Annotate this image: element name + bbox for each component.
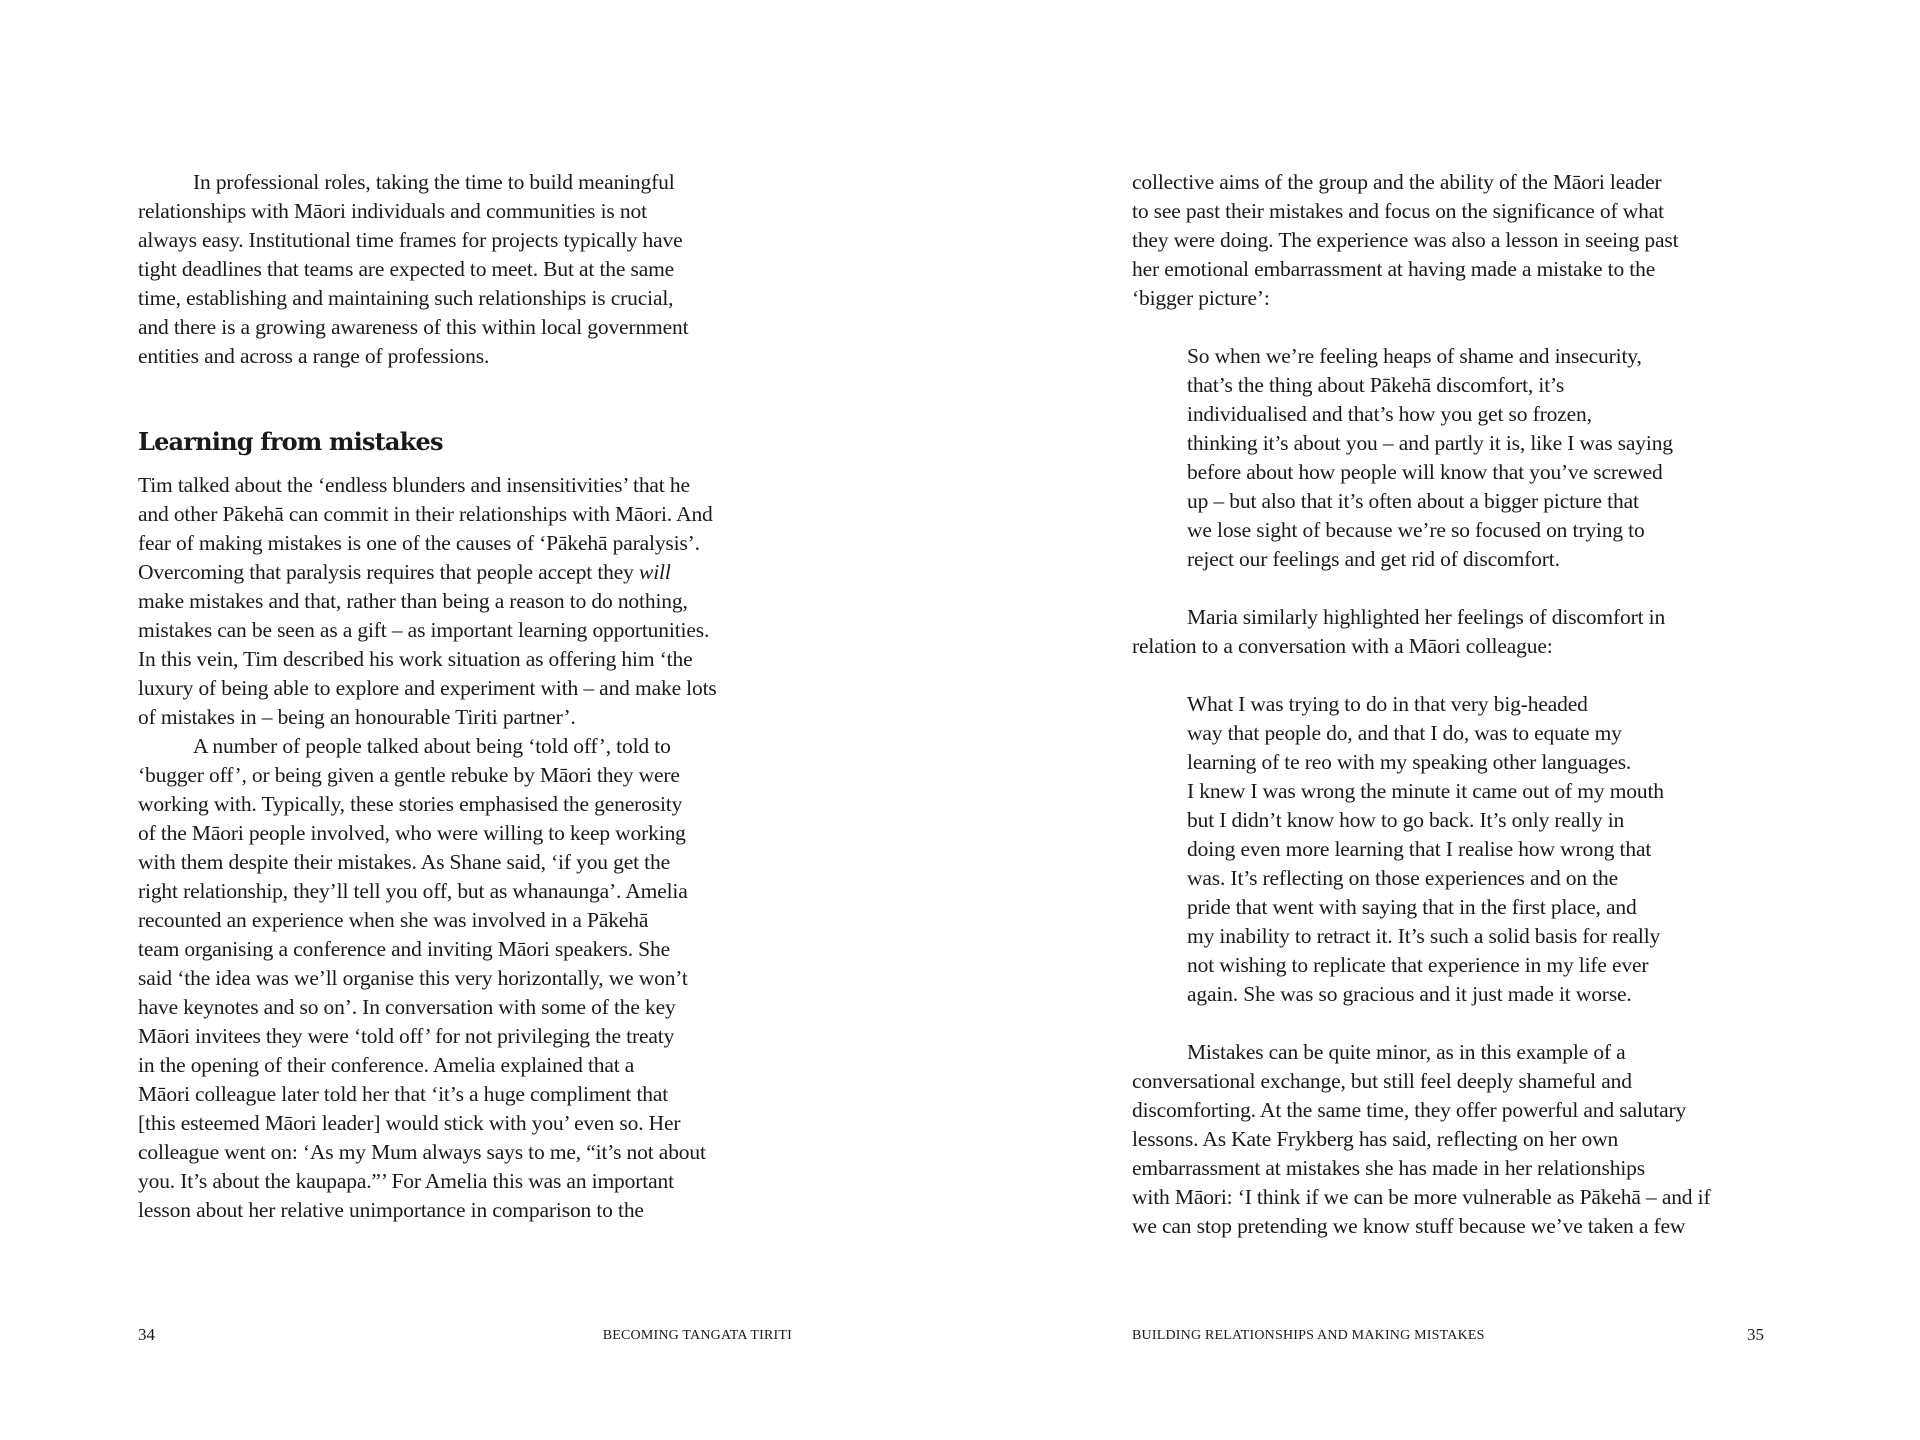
- text-line: [138, 558, 671, 587]
- text-line: team organising a conference and inviting Māori speakers. She: [138, 937, 670, 961]
- text-line: lessons. As Kate Frykberg has said, reflecting on her own: [1132, 1127, 1619, 1151]
- text-line: collective aims of the group and the ability of the Māori leader: [1132, 170, 1662, 194]
- text-line: not wishing to replicate that experience in my life ever: [1187, 953, 1649, 977]
- text-line: right relationship, they’ll tell you off, but as whanaunga’. Amelia: [138, 879, 688, 903]
- section-heading: Learning from mistakes: [138, 427, 443, 456]
- text-line: Māori colleague later told her that ‘it’s a huge compliment that: [138, 1082, 669, 1106]
- text-line: reject our feelings and get rid of discomfort.: [1187, 547, 1560, 571]
- text-line: time, establishing and maintaining such relationships is crucial,: [138, 286, 674, 310]
- text-line: we can stop pretending we know stuff because we’ve taken a few: [1132, 1214, 1686, 1238]
- running-head: BECOMING TANGATA TIRITI: [602, 1328, 792, 1343]
- text-line: way that people do, and that I do, was to equate my: [1187, 721, 1622, 745]
- text-line: entities and across a range of professions.: [138, 344, 490, 368]
- text-line: colleague went on: ‘As my Mum always says to me, “it’s not about: [138, 1140, 706, 1164]
- text-line: my inability to retract it. It’s such a solid basis for really: [1187, 924, 1661, 948]
- text-line: up – but also that it’s often about a bigger picture that: [1187, 489, 1639, 513]
- text-line: thinking it’s about you – and partly it is, like I was saying: [1187, 431, 1673, 455]
- text-line: with them despite their mistakes. As Shane said, ‘if you get the: [138, 850, 670, 874]
- text-line: of the Māori people involved, who were willing to keep working: [138, 821, 686, 845]
- text-line: before about how people will know that you’ve screwed: [1187, 460, 1663, 484]
- text-line: of mistakes in – being an honourable Tiriti partner’.: [138, 705, 576, 729]
- page-number: 35: [1747, 1325, 1764, 1344]
- text-line: I knew I was wrong the minute it came out of my mouth: [1187, 779, 1664, 803]
- text-line: [this esteemed Māori leader] would stick with you’ even so. Her: [138, 1111, 681, 1135]
- text-line: that’s the thing about Pākehā discomfort, it’s: [1187, 373, 1565, 397]
- text-line: you. It’s about the kaupapa.”’ For Amelia this was an important: [138, 1169, 674, 1193]
- text-line: relationships with Māori individuals and communities is not: [138, 199, 647, 223]
- text-line: A number of people talked about being ‘told off’, told to: [193, 734, 671, 758]
- text-line: to see past their mistakes and focus on the significance of what: [1132, 199, 1664, 223]
- text-line: recounted an experience when she was involved in a Pākehā: [138, 908, 649, 932]
- text-line: Mistakes can be quite minor, as in this example of a: [1187, 1040, 1626, 1064]
- text-line: always easy. Institutional time frames for projects typically have: [138, 228, 683, 252]
- text-line: again. She was so gracious and it just made it worse.: [1187, 982, 1632, 1006]
- text-line: tight deadlines that teams are expected to meet. But at the same: [138, 257, 675, 281]
- text-line: we lose sight of because we’re so focused on trying to: [1187, 518, 1645, 542]
- text-line: In professional roles, taking the time to build meaningful: [193, 170, 675, 194]
- text-line: her emotional embarrassment at having made a mistake to the: [1132, 257, 1656, 281]
- running-head: BUILDING RELATIONSHIPS AND MAKING MISTAKES: [1132, 1328, 1485, 1343]
- text-line: working with. Typically, these stories emphasised the generosity: [138, 792, 683, 816]
- text-line: In this vein, Tim described his work situation as offering him ‘the: [138, 647, 693, 671]
- text-line: relation to a conversation with a Māori colleague:: [1132, 634, 1553, 658]
- text-line: in the opening of their conference. Amelia explained that a: [138, 1053, 635, 1077]
- emphasis-will: will: [639, 560, 671, 584]
- page-number: 34: [138, 1325, 155, 1344]
- text-line: make mistakes and that, rather than being a reason to do nothing,: [138, 589, 688, 613]
- text-line: ‘bugger off’, or being given a gentle rebuke by Māori they were: [138, 763, 680, 787]
- text-line: lesson about her relative unimportance in comparison to the: [138, 1198, 644, 1222]
- text-line: So when we’re feeling heaps of shame and insecurity,: [1187, 344, 1642, 368]
- text-line: and other Pākehā can commit in their relationships with Māori. And: [138, 502, 713, 526]
- text-line: ‘bigger picture’:: [1132, 286, 1270, 310]
- text-line: Maria similarly highlighted her feelings of discomfort in: [1187, 605, 1666, 629]
- text-line: but I didn’t know how to go back. It’s only really in: [1187, 808, 1625, 832]
- text-line: fear of making mistakes is one of the causes of ‘Pākehā paralysis’.: [138, 531, 700, 555]
- right-page: [960, 0, 1920, 1440]
- text-line: conversational exchange, but still feel deeply shameful and: [1132, 1069, 1632, 1093]
- text-line: mistakes can be seen as a gift – as important learning opportunities.: [138, 618, 710, 642]
- text-line: learning of te reo with my speaking other languages.: [1187, 750, 1632, 774]
- text-line: What I was trying to do in that very big-headed: [1187, 692, 1588, 716]
- text-line: they were doing. The experience was also a lesson in seeing past: [1132, 228, 1679, 252]
- text-line: have keynotes and so on’. In conversation with some of the key: [138, 995, 676, 1019]
- text-line: and there is a growing awareness of this within local government: [138, 315, 689, 339]
- text-line: embarrassment at mistakes she has made in her relationships: [1132, 1156, 1645, 1180]
- text-run: Overcoming that paralysis requires that people accept they: [138, 560, 639, 584]
- text-line: was. It’s reflecting on those experiences and on the: [1187, 866, 1619, 890]
- text-line: luxury of being able to explore and experiment with – and make lots: [138, 676, 717, 700]
- text-line: with Māori: ‘I think if we can be more vulnerable as Pākehā – and if: [1132, 1185, 1711, 1209]
- text-line: doing even more learning that I realise how wrong that: [1187, 837, 1652, 861]
- text-line: discomforting. At the same time, they offer powerful and salutary: [1132, 1098, 1687, 1122]
- text-line: individualised and that’s how you get so frozen,: [1187, 402, 1592, 426]
- text-line: Tim talked about the ‘endless blunders and insensitivities’ that he: [138, 473, 690, 497]
- text-line: Māori invitees they were ‘told off’ for not privileging the treaty: [138, 1024, 675, 1048]
- text-line: pride that went with saying that in the first place, and: [1187, 895, 1637, 919]
- text-line: said ‘the idea was we’ll organise this very horizontally, we won’t: [138, 966, 688, 990]
